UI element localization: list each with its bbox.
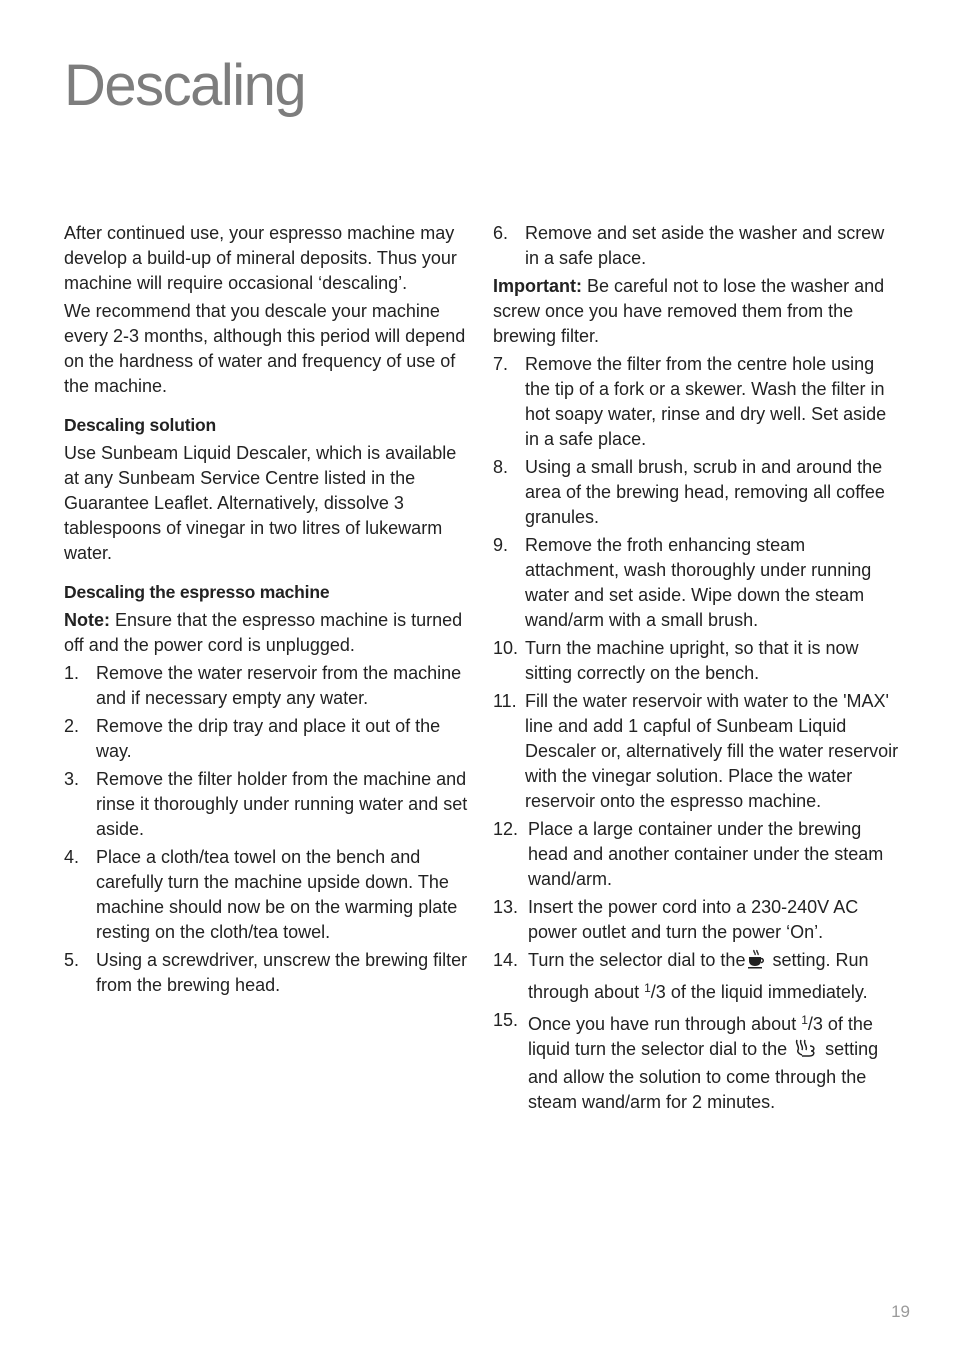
solution-paragraph: Use Sunbeam Liquid Descaler, which is available at any Sunbeam Service Centre listed in the Guarantee Leaflet. Alternatively, dissolve 3 tablespoons of vinegar in two litres of lukewarm water. [64, 443, 457, 563]
step-text: Fill the water reservoir with water to the 'MAX' line and add 1 capful of Sunbeam Liquid Descaler or, alternatively fill the water reservoir with the vinegar solution. Place the water reservoir onto the espresso machine. [525, 691, 899, 811]
step-number: 3. [64, 769, 80, 789]
step-text-part: setting and allow the solution to come through the steam wand/arm for 2 minutes. [528, 1039, 879, 1112]
step-text: Place a cloth/tea towel on the bench and carefully turn the machine upside down. The machine should now be on the warming plate resting on the cloth/tea towel. [96, 847, 458, 942]
step-text-part: of the liquid turn the selector dial to the [528, 1014, 873, 1059]
section-heading-solution: Descaling solution [64, 415, 216, 435]
step-number: 5. [64, 950, 80, 970]
step-number: 9. [493, 535, 509, 555]
note-text: Ensure that the espresso machine is turned off and the power cord is unplugged. [64, 610, 463, 655]
list-item [64, 845, 474, 945]
step-text: Remove and set aside the washer and screw in a safe place. [525, 223, 885, 268]
fraction-numerator: 1 [644, 981, 651, 995]
step-text: Remove the froth enhancing steam attachment, wash thoroughly under running water and set aside. Wipe down the steam wand/arm with a small brush. [525, 535, 872, 630]
list-item [493, 948, 903, 1005]
step-text: Remove the drip tray and place it out of the way. [96, 716, 441, 761]
list-item [64, 661, 474, 711]
step-text: Place a large container under the brewing head and another container under the steam wand/arm. [528, 819, 884, 889]
step-number: 11. [493, 691, 517, 711]
important-label: Important: [493, 276, 582, 296]
step-text-part: setting. Run through about [528, 950, 869, 1002]
step-number: 4. [64, 847, 80, 867]
list-item [493, 352, 903, 452]
step-text: Insert the power cord into a 230-240V AC power outlet and turn the power ‘On’. [528, 897, 859, 942]
list-item [493, 895, 903, 945]
step-text: Remove the filter holder from the machine and rinse it thoroughly under running water and set aside. [96, 769, 468, 839]
step-text: Remove the water reservoir from the machine and if necessary empty any water. [96, 663, 462, 708]
step-text [528, 1008, 903, 1115]
intro-paragraph-1: After continued use, your espresso machine may develop a build-up of mineral deposits. Thus your machine will require occasional ‘descaling’. [64, 223, 457, 293]
step-number: 8. [493, 457, 509, 477]
page-number: 19 [891, 1302, 910, 1321]
note-label: Note: [64, 610, 110, 630]
important-paragraph [493, 274, 903, 349]
list-item [493, 221, 903, 271]
important-text: Be careful not to lose the washer and screw once you have removed them from the brewing filter. [493, 276, 885, 346]
step-text: Using a screwdriver, unscrew the brewing filter from the brewing head. [96, 950, 468, 995]
fraction-denominator: /3 [807, 1014, 823, 1034]
intro-paragraph-2: We recommend that you descale your machine every 2-3 months, although this period will depend on the hardness of water and frequency of use of the machine. [64, 301, 466, 396]
section-heading-machine: Descaling the espresso machine [64, 582, 330, 602]
steam-icon [794, 1038, 818, 1065]
list-item [493, 636, 903, 686]
step-number: 13. [493, 897, 519, 917]
list-item [64, 714, 474, 764]
list-item [64, 948, 474, 998]
step-text: Turn the machine upright, so that it is now sitting correctly on the bench. [525, 638, 859, 683]
list-item [493, 817, 903, 892]
step-number: 10. [493, 638, 519, 658]
step-number: 7. [493, 354, 509, 374]
left-column [64, 221, 474, 1001]
page-title: Descaling [64, 53, 306, 118]
step-text [528, 948, 903, 1005]
step-number: 2. [64, 716, 80, 736]
fraction-numerator: 1 [801, 1013, 808, 1027]
note-paragraph [64, 608, 474, 658]
coffee-cup-icon [747, 949, 765, 976]
list-item [64, 767, 474, 842]
step-text: Using a small brush, scrub in and around the area of the brewing head, removing all coffee granules. [525, 457, 885, 527]
fraction-denominator: /3 [650, 982, 666, 1002]
step-number: 12. [493, 819, 519, 839]
list-item [493, 689, 903, 814]
right-column [493, 221, 903, 1118]
step-text-part: Turn the selector dial to the [528, 950, 746, 970]
list-item [493, 1008, 903, 1115]
step-text: Remove the filter from the centre hole using the tip of a fork or a skewer. Wash the filter in hot soapy water, rinse and dry well. Set aside in a safe place. [525, 354, 887, 449]
step-number: 6. [493, 223, 509, 243]
step-text-part: of the liquid immediately. [665, 982, 868, 1002]
step-number: 14. [493, 950, 519, 970]
step-number: 15. [493, 1010, 519, 1030]
step-text-part: Once you have run through about [528, 1014, 802, 1034]
list-item [493, 533, 903, 633]
step-number: 1. [64, 663, 80, 683]
list-item [493, 455, 903, 530]
